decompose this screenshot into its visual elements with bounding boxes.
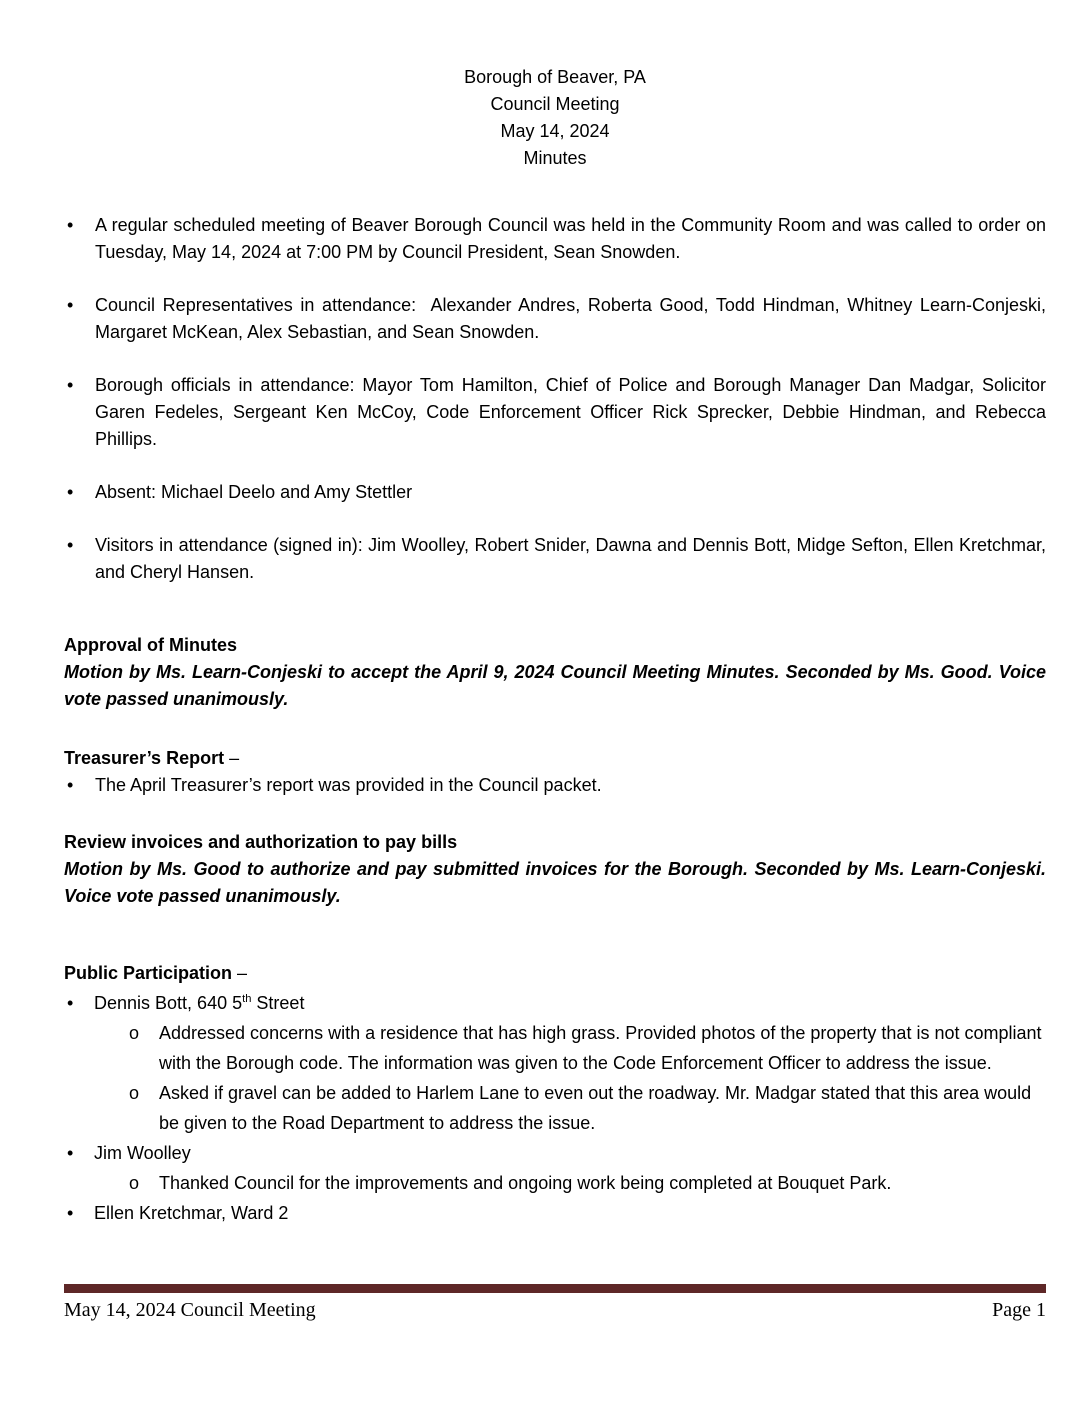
- speaker-comment: [64, 1168, 1046, 1198]
- speaker-name: Dennis Bott, 640 5th Street: [94, 993, 305, 1013]
- list-item: [64, 372, 1046, 453]
- bullet-icon: •: [67, 1203, 74, 1223]
- treasurer-report-note: The April Treasurer’s report was provided in the Council packet.: [95, 775, 602, 795]
- bullet-icon: •: [67, 1143, 74, 1163]
- page-footer: [64, 1284, 1046, 1323]
- bullet-icon: •: [67, 535, 74, 555]
- section-heading-invoices: Review invoices and authorization to pay bills: [64, 832, 458, 852]
- sub-bullet-icon: o: [129, 1083, 140, 1103]
- speaker-jim-woolley: [64, 1138, 1046, 1168]
- sub-bullet-icon: o: [129, 1173, 140, 1193]
- section-heading-approval: Approval of Minutes: [64, 635, 238, 655]
- motion-pay-invoices: Motion by Ms. Good to authorize and pay submitted invoices for the Borough. Seconded by Ms. Learn-Conjeski. Voice vote passed unanimously.: [64, 859, 1046, 906]
- title-line-meeting: Council Meeting: [490, 94, 620, 114]
- footer-page-number: Page 1: [992, 1299, 1046, 1321]
- section-heading-public-participation: [64, 958, 1046, 988]
- comment-harlem-lane-gravel: Asked if gravel can be added to Harlem Lane to even out the roadway. Mr. Madgar stated that this area would be given to the Road Department to address the issue.: [159, 1083, 1032, 1133]
- attendance-call-to-order: A regular scheduled meeting of Beaver Borough Council was held in the Community Room and was called to order on Tuesday, May 14, 2024 at 7:00 PM by Council President, Sean Snowden.: [95, 215, 1046, 262]
- speaker-ellen-kretchmar: [64, 1198, 1046, 1228]
- title-line-minutes: Minutes: [523, 148, 587, 168]
- bullet-icon: •: [67, 375, 74, 395]
- list-item: [64, 479, 1046, 506]
- attendance-council-representatives: Council Representatives in attendance: Alexander Andres, Roberta Good, Todd Hindman, Whitney Learn-Conjeski, Margaret McKean, Alex Sebastian, and Sean Snowden.: [95, 295, 1046, 342]
- heading-dash: –: [224, 748, 240, 768]
- ordinal-superscript: th: [242, 993, 252, 1005]
- footer-meeting-label: May 14, 2024 Council Meeting: [64, 1299, 316, 1321]
- list-item: [64, 772, 1046, 799]
- list-item: [64, 532, 1046, 586]
- public-participation-section: [64, 958, 1046, 1228]
- comment-high-grass: Addressed concerns with a residence that has high grass. Provided photos of the property that is not compliant with the Borough code. The information was given to the Code Enforcement Officer to address the issue.: [159, 1023, 1042, 1073]
- list-item: [64, 292, 1046, 346]
- bullet-icon: •: [67, 993, 74, 1013]
- speaker-name: Ellen Kretchmar, Ward 2: [94, 1203, 289, 1223]
- speaker-comment: [64, 1078, 1046, 1138]
- bullet-icon: •: [67, 775, 74, 795]
- section-heading-treasurer: [64, 745, 1046, 772]
- speaker-comment: [64, 1018, 1046, 1078]
- bullet-icon: •: [67, 215, 74, 235]
- comment-bouquet-park-thanks: Thanked Council for the improvements and ongoing work being completed at Bouquet Park.: [159, 1173, 892, 1193]
- approval-of-minutes-section: [64, 632, 1046, 713]
- invoices-section: [64, 829, 1046, 910]
- sub-bullet-icon: o: [129, 1023, 140, 1043]
- bullet-icon: •: [67, 295, 74, 315]
- heading-text: Treasurer’s Report: [64, 748, 225, 768]
- footer-rule: [64, 1284, 1046, 1293]
- document-title: [64, 64, 1046, 172]
- title-line-org: Borough of Beaver, PA: [464, 67, 646, 87]
- title-line-date: May 14, 2024: [500, 121, 610, 141]
- bullet-icon: •: [67, 482, 74, 502]
- list-item: [64, 212, 1046, 266]
- attendance-absent: Absent: Michael Deelo and Amy Stettler: [95, 482, 413, 502]
- speaker-dennis-bott: [64, 988, 1046, 1018]
- heading-text: Public Participation: [64, 963, 233, 983]
- motion-approve-minutes: Motion by Ms. Learn-Conjeski to accept the April 9, 2024 Council Meeting Minutes. Seconded by Ms. Good. Voice vote passed unanimously.: [64, 662, 1046, 709]
- attendance-borough-officials: Borough officials in attendance: Mayor Tom Hamilton, Chief of Police and Borough Manager Dan Madgar, Solicitor Garen Fedeles, Sergeant Ken McCoy, Code Enforcement Officer Rick Sprecker, Debbie Hindman, and Rebecca Phillips.: [95, 375, 1046, 449]
- treasurers-report-section: [64, 745, 1046, 799]
- attendance-visitors: Visitors in attendance (signed in): Jim Woolley, Robert Snider, Dawna and Dennis Bott, Midge Sefton, Ellen Kretchmar, and Cheryl Hansen.: [95, 535, 1046, 582]
- heading-dash: –: [232, 963, 248, 983]
- attendance-section: [64, 212, 1046, 586]
- speaker-name: Jim Woolley: [94, 1143, 191, 1163]
